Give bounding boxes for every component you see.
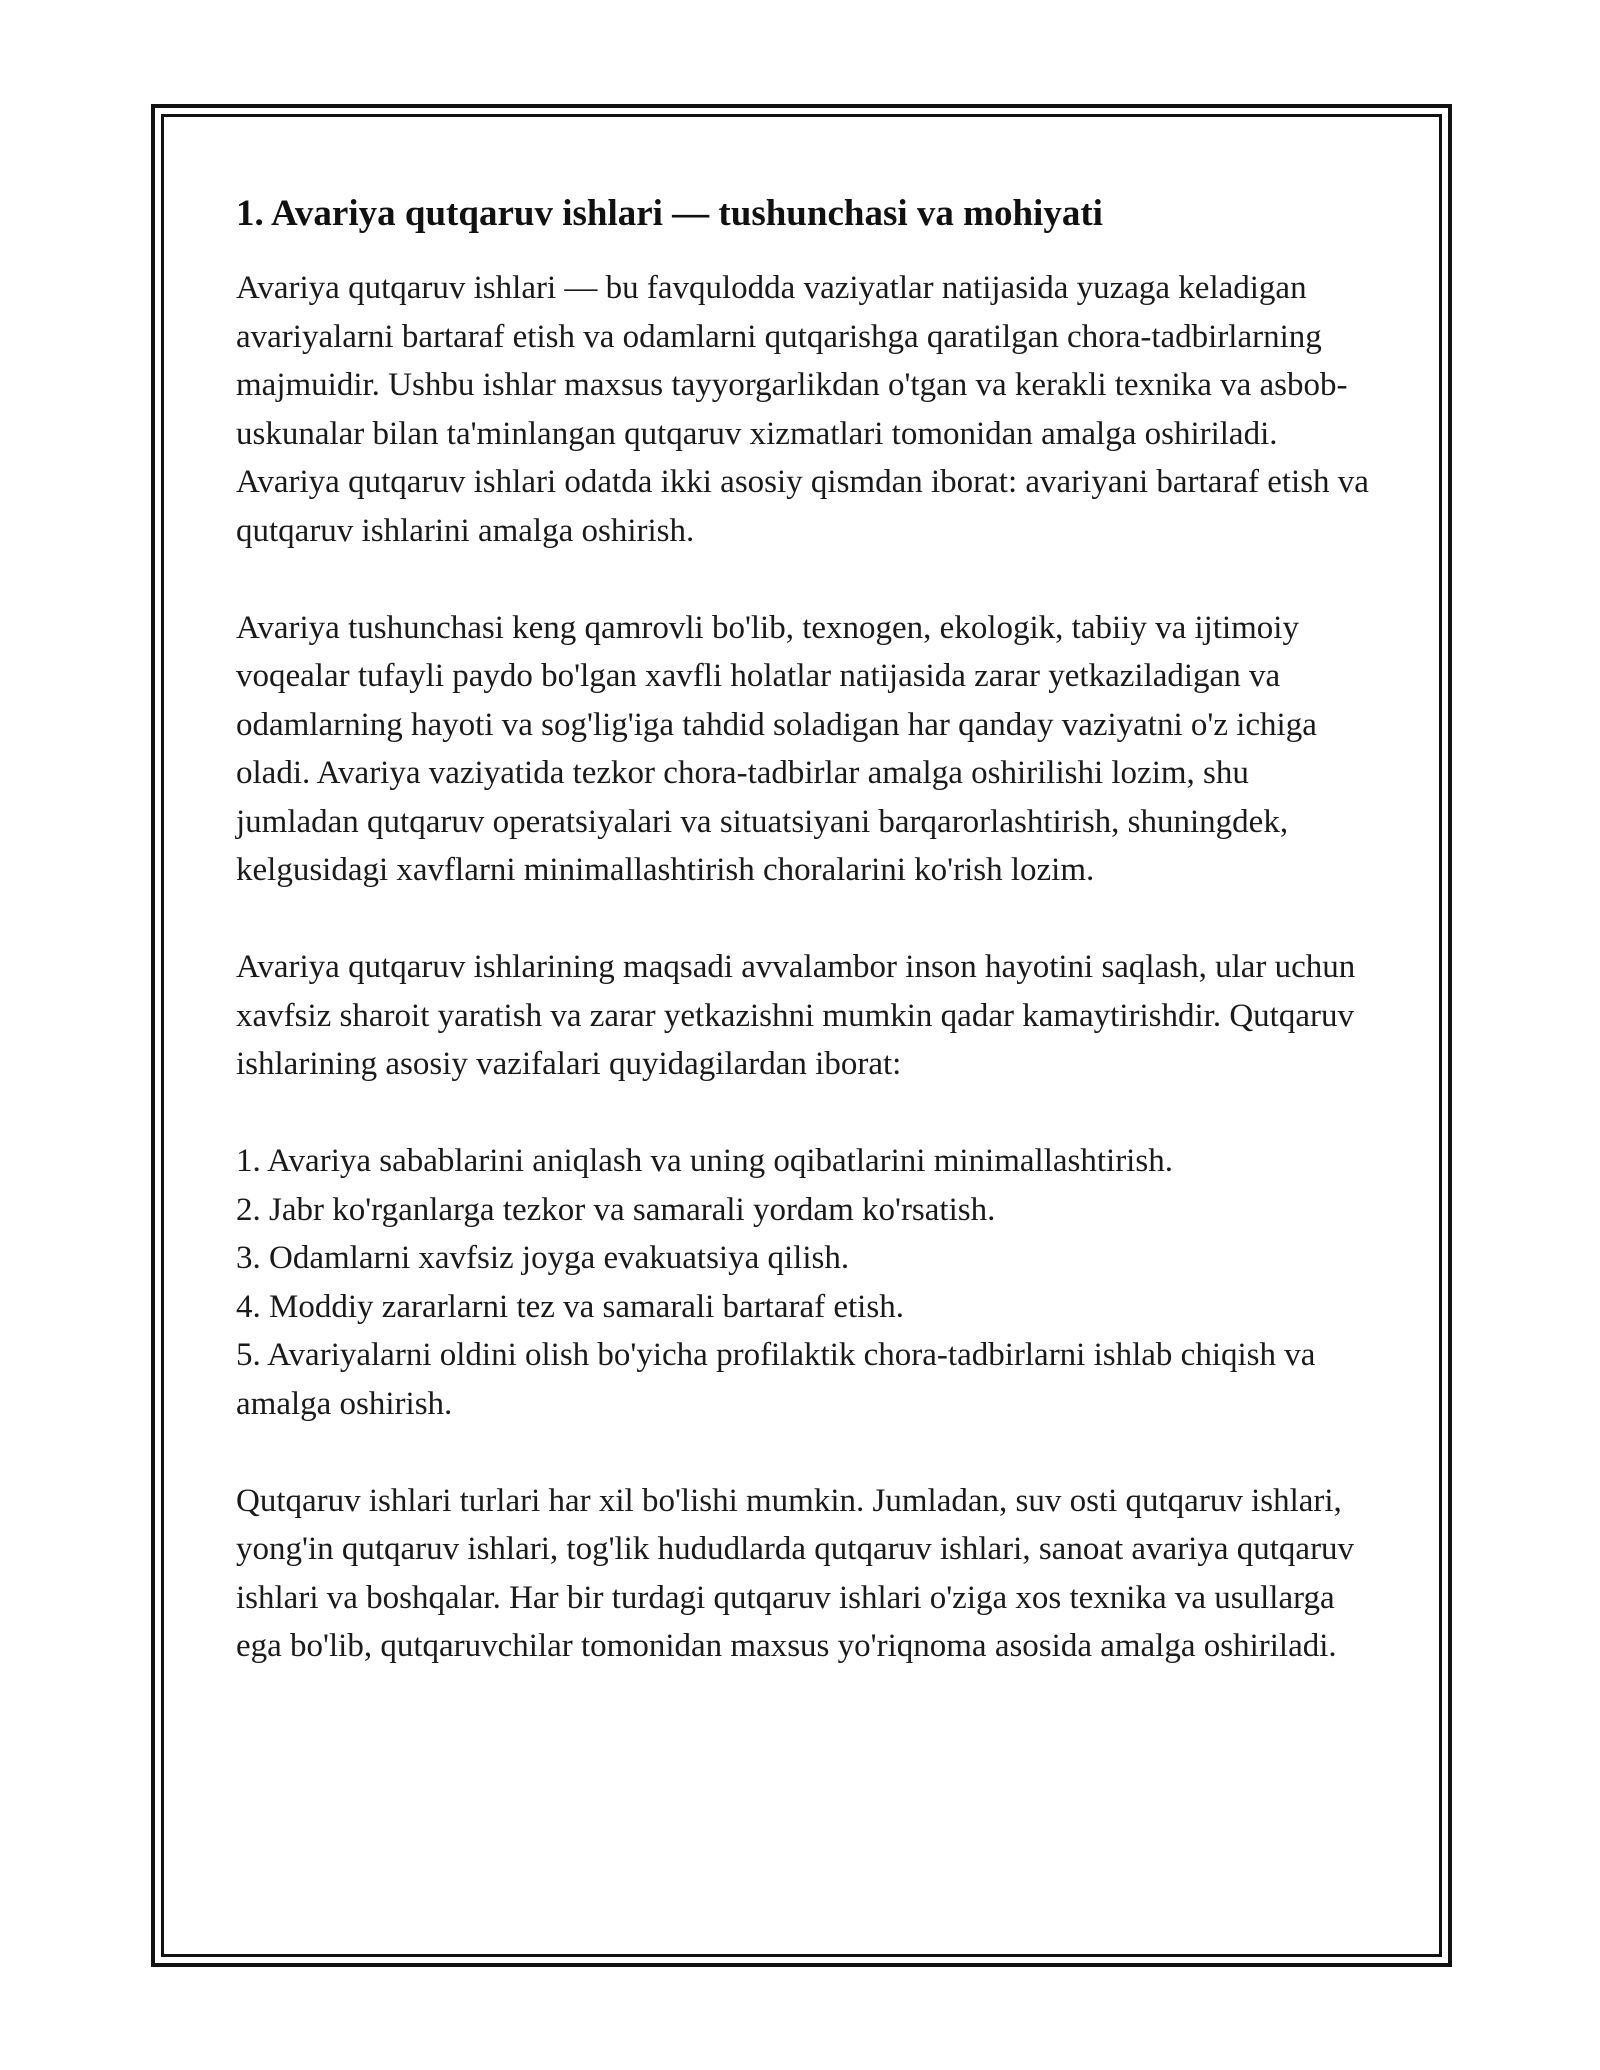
list-item: 1. Avariya sabablarini aniqlash va uning oqibatlarini minimallashtirish. <box>236 1143 1173 1179</box>
list-item: 4. Moddiy zararlarni tez va samarali bartaraf etish. <box>236 1288 904 1325</box>
tasks-list <box>236 1137 1376 1428</box>
list-item: 5. Avariyalarni oldini olish bo'yicha profilaktik chora-tadbirlarni ishlab chiqish va amalga oshirish. <box>236 1337 1316 1422</box>
list-item: 3. Odamlarni xavfsiz joyga evakuatsiya qilish. <box>236 1240 850 1276</box>
section-heading: 1. Avariya qutqaruv ishlari — tushunchasi va mohiyati <box>236 193 1103 234</box>
paragraph-definition: Avariya qutqaruv ishlari — bu favqulodda vaziyatlar natijasida yuzaga keladigan avariyalarni bartaraf etish va odamlarni qutqarishga qaratilgan chora-tadbirlarning majmuidir. Ushbu ishlar maxsus tayyorgarlikdan o'tgan va kerakli texnika va asbob-uskunalar bilan ta'minlangan qutqaruv xizmatlari tomonidan amalga oshiriladi. Avariya qutqaruv ishlari odatda ikki asosiy qismdan iborat: avariyani bartaraf etish va qutqaruv ishlarini amalga oshirish. <box>236 270 1369 549</box>
document-body <box>236 186 1376 1671</box>
paragraph-types: Qutqaruv ishlari turlari har xil bo'lishi mumkin. Jumladan, suv osti qutqaruv ishlari, yong'in qutqaruv ishlari, tog'lik hududlarda qutqaruv ishlari, sanoat avariya qutqaruv ishlari va boshqalar. Har bir turdagi qutqaruv ishlari o'ziga xos texnika va usullarga ega bo'lib, qutqaruvchilar tomonidan maxsus yo'riqnoma asosida amalga oshiriladi. <box>236 1482 1355 1664</box>
paragraph-goals: Avariya qutqaruv ishlarining maqsadi avvalambor inson hayotini saqlash, ular uchun xavfsiz sharoit yaratish va zarar yetkazishni mumkin qadar kamaytirishdir. Qutqaruv ishlarining asosiy vazifalari quyidagilardan iborat: <box>236 949 1356 1082</box>
list-item: 2. Jabr ko'rganlarga tezkor va samarali yordam ko'rsatish. <box>236 1191 996 1228</box>
paragraph-concept: Avariya tushunchasi keng qamrovli bo'lib, texnogen, ekologik, tabiiy va ijtimoiy voqealar tufayli paydo bo'lgan xavfli holatlar natijasida zarar yetkaziladigan va odamlarning hayoti va sog'lig'iga tahdid soladigan har qanday vaziyatni o'z ichiga oladi. Avariya vaziyatida tezkor chora-tadbirlar amalga oshirilishi lozim, shu jumladan qutqaruv operatsiyalari va situatsiyani barqarorlashtirish, shuningdek, kelgusidagi xavflarni minimallashtirish choralarini ko'rish lozim. <box>236 609 1317 888</box>
